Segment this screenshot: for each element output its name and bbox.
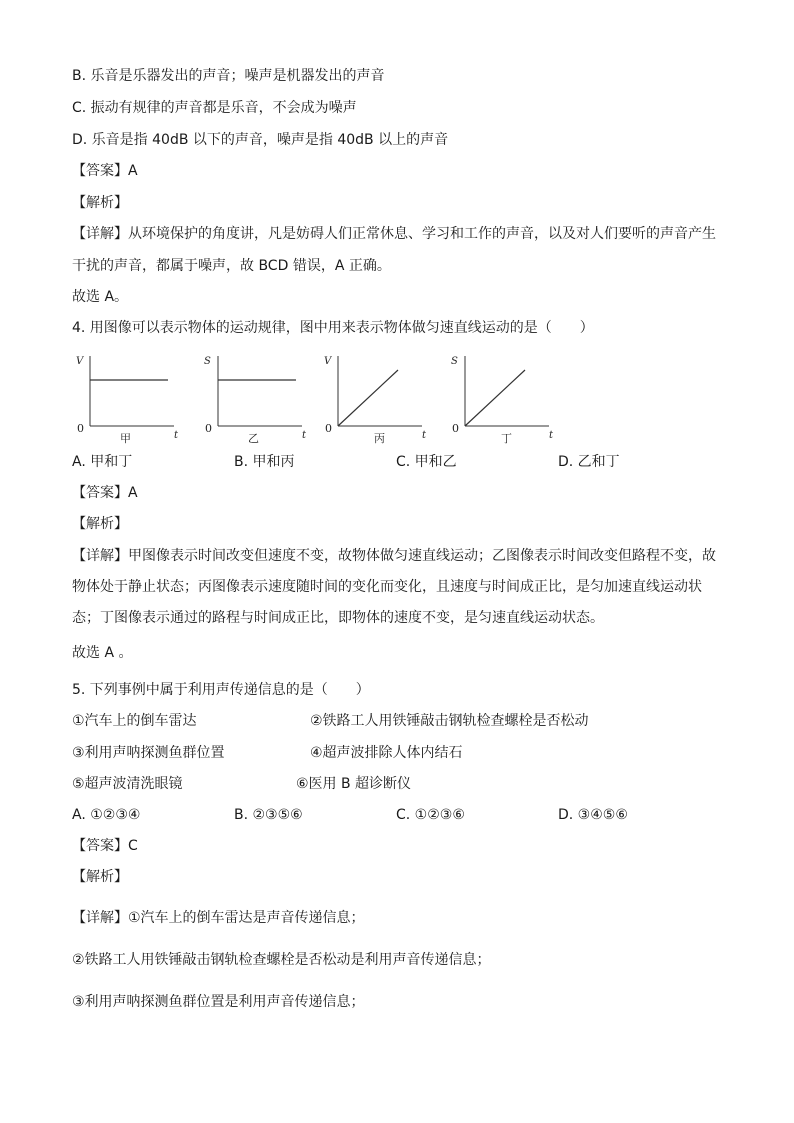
- q4-detail-line-3: 态；丁图像表示通过的路程与时间成正比，即物体的速度不变，是匀速直线运动状态。: [72, 610, 604, 626]
- graph-ding-origin: 0: [452, 422, 459, 435]
- q5-item-2: ②铁路工人用铁锤敲击钢轨检查螺栓是否松动: [310, 713, 589, 729]
- graph-jia-origin: 0: [77, 422, 84, 435]
- q3-detail-line-2: 干扰的声音，都属于噪声，故 BCD 错误，A 正确。: [72, 258, 391, 274]
- graph-jia: [74, 350, 184, 446]
- graph-bing-caption: 丙: [374, 432, 385, 445]
- q4-detail-line-2: 物体处于静止状态；丙图像表示速度随时间的变化而变化，且速度与时间成正比，是匀加速直线运动状: [72, 579, 702, 595]
- q4-option-a: A. 甲和丁: [72, 454, 133, 470]
- graph-jia-caption: 甲: [120, 432, 131, 445]
- q5-option-b: B. ②③⑤⑥: [234, 807, 303, 823]
- q4-analysis-label: 【解析】: [72, 516, 128, 532]
- graph-ding-caption: 丁: [501, 432, 512, 445]
- q5-item-3: ③利用声呐探测鱼群位置: [72, 745, 225, 761]
- q3-conclusion: 故选 A。: [72, 289, 129, 305]
- graph-ding: [449, 350, 559, 446]
- q5-item-4: ④超声波排除人体内结石: [310, 745, 463, 761]
- q5-detail-line-2: ②铁路工人用铁锤敲击钢轨检查螺栓是否松动是利用声音传递信息；: [72, 952, 491, 968]
- q3-analysis-label: 【解析】: [72, 195, 128, 211]
- graph-yi-origin: 0: [205, 422, 212, 435]
- graph-ding-line: [465, 370, 525, 426]
- q4-answer: 【答案】A: [72, 485, 138, 501]
- q3-option-c: C. 振动有规律的声音都是乐音，不会成为噪声: [72, 100, 357, 116]
- graph-bing: [322, 350, 432, 446]
- graph-bing-origin: 0: [325, 422, 332, 435]
- graph-yi-x-label: t: [302, 430, 307, 441]
- q4-detail-line-1: 【详解】甲图像表示时间改变但速度不变，故物体做匀速直线运动；乙图像表示时间改变但路程不变，故: [72, 548, 716, 564]
- q5-item-5: ⑤超声波清洗眼镜: [72, 776, 183, 792]
- q5-detail-line-3: ③利用声呐探测鱼群位置是利用声音传递信息；: [72, 994, 365, 1010]
- q5-answer: 【答案】C: [72, 838, 138, 854]
- graph-jia-x-label: t: [174, 430, 179, 441]
- q5-item-1: ①汽车上的倒车雷达: [72, 713, 197, 729]
- graph-yi-y-label: S: [204, 356, 211, 367]
- q5-option-d: D. ③④⑤⑥: [558, 807, 628, 823]
- q5-item-6: ⑥医用 B 超诊断仪: [296, 776, 412, 792]
- q3-answer: 【答案】A: [72, 163, 138, 179]
- q4-option-c: C. 甲和乙: [396, 454, 457, 470]
- q3-detail-line-1: 【详解】从环境保护的角度讲，凡是妨碍人们正常休息、学习和工作的声音，以及对人们要听的声音产生: [72, 226, 716, 242]
- graph-bing-y-label: V: [324, 356, 332, 367]
- q5-option-a: A. ①②③④: [72, 807, 141, 823]
- q3-option-d: D. 乐音是指 40dB 以下的声音，噪声是指 40dB 以上的声音: [72, 132, 449, 148]
- q5-detail-line-1: 【详解】①汽车上的倒车雷达是声音传递信息；: [72, 910, 365, 926]
- graph-yi: [202, 350, 312, 446]
- q5-analysis-label: 【解析】: [72, 869, 128, 885]
- graph-yi-caption: 乙: [248, 432, 259, 445]
- graph-bing-line: [338, 370, 398, 426]
- q4-conclusion: 故选 A 。: [72, 645, 133, 661]
- graph-jia-y-label: V: [76, 356, 84, 367]
- graph-bing-x-label: t: [422, 430, 427, 441]
- graph-ding-y-label: S: [451, 356, 458, 367]
- q4-option-d: D. 乙和丁: [558, 454, 620, 470]
- q5-question: 5. 下列事例中属于利用声传递信息的是（ ）: [72, 682, 370, 698]
- graph-ding-x-label: t: [549, 430, 554, 441]
- q5-option-c: C. ①②③⑥: [396, 807, 465, 823]
- q4-question: 4. 用图像可以表示物体的运动规律，图中用来表示物体做匀速直线运动的是（ ）: [72, 320, 594, 336]
- q4-option-b: B. 甲和丙: [234, 454, 295, 470]
- q3-option-b: B. 乐音是乐器发出的声音；噪声是机器发出的声音: [72, 68, 385, 84]
